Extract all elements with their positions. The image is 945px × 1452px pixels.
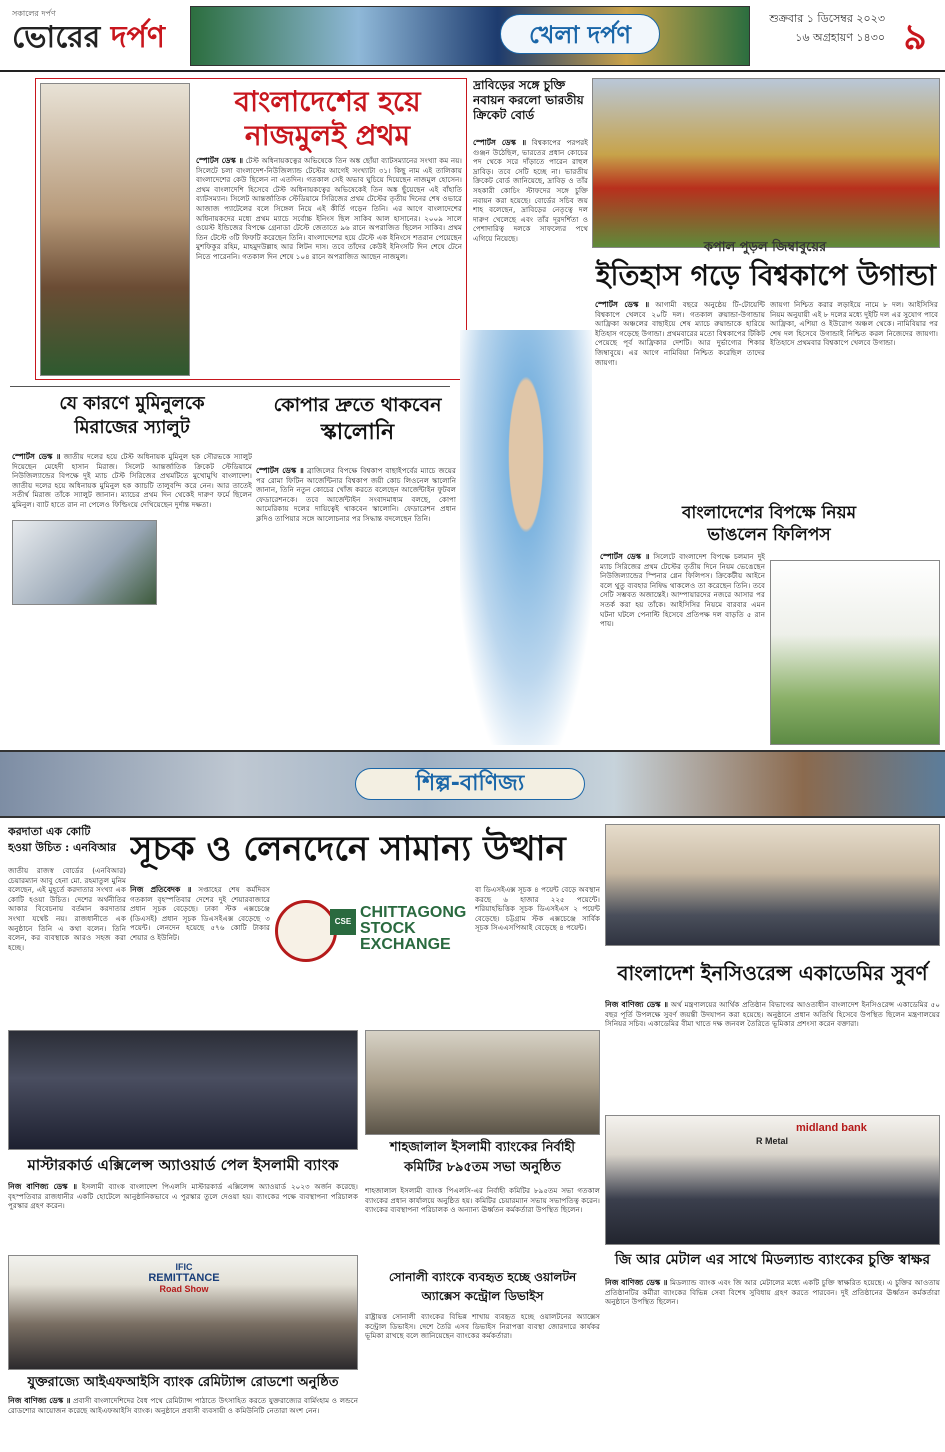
- miraj-salute-photo: [12, 520, 157, 605]
- dravid-headline: দ্রাবিড়ের সঙ্গে চুক্তি নবায়ন করলো ভারতীয় ক্রিকেট বোর্ড: [473, 78, 584, 122]
- insurance-body: নিজ বাণিজ্য ডেস্ক ॥ অর্থ মন্ত্রণালয়ের আর্থিক প্রতিষ্ঠান বিভাগের আওতাধীন বাংলাদেশ ইনসিওরেন্স একাডেমির ৫০ বছর পূর্তি উপলক্ষে সুবর্ণ জয়ন্তী উদযাপন করা হয়েছে। অনুষ্ঠানে প্রধান অতিথি হিসেবে উপস্থিত ছিলেন মন্ত্রণালয়ের সিনিয়র সচিব। একাডেমির বীমা খাতে দক্ষ জনবল তৈরিতে ভূমিকার প্রশংসা করেন বক্তারা।: [605, 1000, 940, 1029]
- phillips-headline: বাংলাদেশের বিপক্ষে নিয়ম ভাঙলেন ফিলিপস: [681, 503, 857, 545]
- date-bengali: ১৬ অগ্রহায়ণ ১৪৩০: [795, 31, 885, 44]
- ific-roadshow-photo: IFIC REMITTANCE Road Show: [8, 1255, 358, 1370]
- ific-headline: যুক্তরাজ্যে আইএফআইসি ব্যাংক রেমিট্যান্স রোডশো অনুষ্ঠিত: [27, 1375, 339, 1390]
- ific-body: নিজ বাণিজ্য ডেস্ক ॥ প্রবাসী বাংলাদেশিদের বৈধ পথে রেমিট্যান্স পাঠাতে উৎসাহিত করতে যুক্তরাজ্যের বার্মিংহাম ও লন্ডনে রোডশোর আয়োজন করেছে আইএফআইসি ব্যাংক। অনুষ্ঠানে প্রবাসী ব্যবসায়ী ও কমিউনিটি নেতারা অংশ নেন।: [8, 1396, 358, 1415]
- uganda-headline: ইতিহাস গড়ে বিশ্বকাপে উগান্ডা: [595, 259, 937, 292]
- divider: [10, 386, 450, 387]
- date-gregorian: শুক্রবার ১ ডিসেম্বর ২০২৩: [769, 12, 885, 25]
- shahjalal-photo: [365, 1030, 600, 1135]
- mominul-headline: যে কারণে মুমিনুলকে মিরাজের স্যালুট: [59, 393, 205, 438]
- uganda-body-left: স্পোর্টস ডেস্ক ॥ আগামী বছরে অনুষ্ঠেয় টি-টোয়েন্টি বিশ্বকাপে খেলবে ২০টি দল। গতকাল রুয়ান্ডা-উগান্ডায় আফ্রিকা অঞ্চলের বাছাইয়ে শেষ ম্যাচে রুয়ান্ডাকে হারিয়ে ইতিহাস গড়েছে উগান্ডা। প্রথমবারের মতো বিশ্বকাপের টিকিট পেয়েছে পূর্ব আফ্রিকার দেশটি। আর দুর্ভাগ্যের শিকার জিম্বাবুয়ে। এর আগে নামিবিয়া নিশ্চিত করেছিল তাদের জায়গা।: [595, 300, 765, 367]
- uganda-kicker: কপাল পুড়ল জিম্বাবুয়ের: [703, 240, 827, 255]
- market-body-b: বা ডিএসইএক্স সূচক ৪ পয়েন্ট বেড়ে অবস্থান করছে ৬ হাজার ২২৫ পয়েন্টে। শরিয়াহভিত্তিক সূচক ডিএসইএস ২ পয়েন্ট বেড়েছে। চট্টগ্রাম স্টক এক্সচেঞ্জে সার্বিক সূচক সিএএসপিআই বেড়েছে ৪ পয়েন্ট।: [475, 885, 600, 933]
- tax-headline: করদাতা এক কোটি হওয়া উচিত : এনবিআর: [8, 825, 117, 854]
- market-headline: সূচক ও লেনদেনে সামান্য উত্থান: [130, 829, 566, 869]
- scaloni-body: স্পোর্টস ডেস্ক ॥ ব্রাজিলের বিপক্ষে বিশ্বকাপ বাছাইপর্বের ম্যাচে জয়ের পর রোমা ফিটিন আর্জেন্টিনার বিশ্বকাপ জয়ী কোচ লিওনেল স্কালোনি জানান, তিনি নতুন কোচের খোঁজ করতে বলেছেন আর্জেন্টাইন ফুটবল ফেডারেশনকে। তবে আর্জেন্টাইন সংবাদমাধ্যম বলছে, কোপা আমেরিকায় দলের দায়িত্বেই থাকবেন স্কালোনি। ফেডারেশন প্রধান ক্লদিও তাপিয়ার সঙ্গে আলোচনার পর সিদ্ধান্ত বদলেছেন তিনি।: [256, 466, 456, 523]
- midland-signing-photo: midland bank R Metal: [605, 1115, 940, 1245]
- najmul-photo: [40, 83, 190, 376]
- scaloni-headline: কোপার দ্রুতে থাকবেন স্কালোনি: [273, 394, 442, 445]
- cse-badge: CSE: [330, 909, 356, 935]
- scaloni-photo: [460, 330, 592, 745]
- newspaper-logo: [12, 8, 182, 64]
- mastercard-headline: মাস্টারকার্ড এক্সিলেন্স অ্যাওয়ার্ড পেল ইসলামী ব্যাংক: [27, 1156, 339, 1174]
- sports-banner-image: [190, 6, 750, 66]
- cse-logo: CSE CHITTAGONG STOCK EXCHANGE: [330, 905, 470, 965]
- tax-body: জাতীয় রাজস্ব বোর্ডের (এনবিআর) চেয়ারম্যান আবু হেনা মো. রহমাতুল মুনিম বলেছেন, এই মুহূর্তে করদাতার সংখ্যা এক কোটি হওয়া উচিত। দেশের অর্থনীতির আকার বিবেচনায় বর্তমান করদাতার সংখ্যা যথেষ্ট নয়। রাজধানীতে এক অনুষ্ঠানে তিনি এ কথা বলেন। তিনি বলেন, কর ব্যবস্থাকে আরও সহজ করা হচ্ছে।: [8, 866, 126, 952]
- dse-logo: [275, 900, 337, 962]
- insurance-headline: বাংলাদেশ ইনসিওরেন্স একাডেমির সুবর্ণ: [617, 961, 928, 985]
- ceremony-photo: [605, 824, 940, 946]
- business-section-title: শিল্প-বাণিজ্য: [355, 768, 585, 800]
- sonali-headline: সোনালী ব্যাংকে ব্যবহৃত হচ্ছে ওয়ালটন অ্যাক্সেস কন্ট্রোল ডিভাইস: [388, 1270, 577, 1303]
- page-number: ৯: [903, 17, 927, 54]
- sonali-body: রাষ্ট্রায়ত্ত সোনালী ব্যাংকের বিভিন্ন শাখায় ব্যবহৃত হচ্ছে ওয়ালটনের অ্যাক্সেস কন্ট্রোল ডিভাইস। দেশে তৈরি এসব ডিভাইস নিরাপত্তা ব্যবস্থা জোরদারে কার্যকর ভূমিকা রাখছে বলে জানিয়েছেন ব্যাংকের কর্মকর্তারা।: [365, 1312, 600, 1341]
- mominul-body: স্পোর্টস ডেস্ক ॥ জাতীয় দলের হয়ে টেস্ট অধিনায়ক মুমিনুল হক সৌরভকে স্যালুট দিয়েছেন মেহেদী হাসান মিরাজ। সিলেট আন্তর্জাতিক ক্রিকেট স্টেডিয়ামে নিউজিল্যান্ডের বিপক্ষে দুই ম্যাচ টেস্ট সিরিজের প্রথমটিতে মুখোমুখি বাংলাদেশ। জাতীয় দলের হয়ে অধিনায়ক মুমিনুল হক ক্যাচটি তালুবন্দি করে নেন। আর তাতেই সতীর্থ মিরাজ তাঁকে স্যালুট জানান। ম্যাচের প্রথম দিন থেকেই দারুণ ফর্মে ছিলেন মুমিনুল। ব্যাট হাতে রান না পেলেও ফিল্ডিংয়ে দেখিয়েছেন দুর্দান্ত দক্ষতা।: [12, 452, 252, 509]
- uganda-body-right: জায়গা নিশ্চিত করার লড়াইয়ে নামে ৮ দল। আইসিসির নিয়ম অনুযায়ী এই ৮ দলের মধ্যে দুইটি দল এর সুযোগ পাবে আফ্রিকা, এশিয়া ও ইউরোপ অঞ্চল থেকে। নামিবিয়ার পর শেষ দল হিসেবে উগান্ডাই নিশ্চিত করল নিজেদের জায়গা। ইতিহাসে প্রথমবার বিশ্বকাপে খেলবে উগান্ডা।: [770, 300, 938, 348]
- mastercard-photo: [8, 1030, 358, 1150]
- lead-body: স্পোর্টস ডেস্ক ॥ টেস্ট অধিনায়কত্বের অভিষেকে তিন অঙ্ক ছোঁয়া ব্যাটসম্যানের সংখ্যা কম নয়। সিলেটে চলা বাংলাদেশ-নিউজিল্যান্ড টেস্টের আগেই সংখ্যাটা ৩১। কিছু নাম এই তালিকায় বাংলাদেশের কেউ ছিলেন না এতদিন। গতকাল সেই অভাব ঘুচিয়ে দিয়েছেন নাজমুল হোসেন। প্রথম বাংলাদেশি হিসেবে টেস্ট অধিনায়কত্বের অভিষেকেই তিন অঙ্ক ছুঁয়েছেন এই বাঁহাতি ব্যাটসম্যান। সিলেট আন্তর্জাতিক স্টেডিয়ামে সিরিজের প্রথম টেস্টের তৃতীয় দিনের শেষ ওভারে আজাজ প্যাটেলের বলে সিঙ্গেল নিয়ে এই কীর্তি গড়েন তিনি। এর আগে বাংলাদেশের অধিনায়কদের মধ্যে প্রথম ম্যাচে সর্বোচ্চ ইনিংস ছিল সাকিব আল হাসানের। ২০০৯ সালে ওয়েস্ট ইন্ডিজের বিপক্ষে গ্রেনাডা টেস্টে জেতাতে ৯৬ রানে অপরাজিত ছিলেন সাকিব। প্রথম তিন টেস্টে ৩টি ফিফটি করেছেন তিনি। বাংলাদেশের হয়ে টেস্টে এক ইনিংসে শতরান পেয়েছেন মুশফিকুর রহিম, মাহমুদউল্লাহ আর লিটন দাস। তবে তাঁদের কেউই ইনিংসটি দিন শেষে টেনে নিতে পারেননি। গতকাল দিন শেষে ১০৪ রানে অপরাজিত আছেন নাজমুল।: [196, 156, 462, 261]
- lead-headline: বাংলাদেশের হয়ে নাজমুলই প্রথম: [234, 85, 421, 152]
- dravid-body: স্পোর্টস ডেস্ক ॥ বিশ্বকাপের পরপরই গুঞ্জন উঠেছিল, ভারতের প্রধান কোচের পদ থেকে সরে দাঁড়াতে পারেন রাহুল দ্রাবিড়। তবে সেটি হচ্ছে না। ভারতীয় ক্রিকেট বোর্ড জানিয়েছে, দ্রাবিড় ও তাঁর সহকারী কোচিং স্টাফদের সঙ্গে চুক্তি নবায়ন করা হয়েছে। বোর্ডের সচিব জয় শাহ বলেছেন, দ্রাবিড়ের নেতৃত্বে দল দারুণ খেলেছে এবং তাঁর দূরদর্শিতা ও পেশাদারিত্ব দলকে সাফল্যের পথে এগিয়ে নিয়েছে।: [473, 138, 588, 243]
- section-title: খেলা দর্পণ: [500, 14, 660, 54]
- grmetal-headline: জি আর মেটাল এর সাথে মিডল্যান্ড ব্যাংকের চুক্তি স্বাক্ষর: [614, 1252, 931, 1268]
- phillips-photo: [770, 560, 940, 745]
- phillips-body: স্পোর্টস ডেস্ক ॥ সিলেটে বাংলাদেশ বিপক্ষে চলমান দুই ম্যাচ সিরিজের প্রথম টেস্টের তৃতীয় দিনে নিয়ম ভেঙেছেন নিউজিল্যান্ডের স্পিনার গ্লেন ফিলিপস। ক্রিকেটীয় আইনে বলে থুতু ব্যবহার নিষিদ্ধ থাকলেও তা করেছেন তিনি। তবে সেটি সম্ভবত অজান্তেই। আম্পায়ারদের নজরে আসার পর সতর্ক করা হয় তাঁকে। আইসিসির নিয়মে বারবার এমন ঘটনা ঘটলে পেনাল্টি হিসেবে প্রতিপক্ষ দল বাড়তি ৫ রান পায়।: [600, 552, 765, 629]
- shahjalal-body: শাহজালাল ইসলামী ব্যাংক পিএলসি-এর নির্বাহী কমিটির ৮৯৫তম সভা গতকাল ব্যাংকের প্রধান কার্যালয়ে অনুষ্ঠিত হয়। কমিটির চেয়ারম্যান সভায় সভাপতিত্ব করেন। ব্যাংকের ব্যবস্থাপনা পরিচালক ও অন্যান্য ঊর্ধ্বতন কর্মকর্তারা উপস্থিত ছিলেন।: [365, 1186, 600, 1215]
- date-block: [755, 10, 885, 60]
- market-body-a: নিজ প্রতিবেদক ॥ সপ্তাহের শেষ কর্মদিবস গতকাল বৃহস্পতিবার দেশের দুই শেয়ারবাজারে প্রধান সূচক বেড়েছে। ঢাকা স্টক এক্সচেঞ্জে (ডিএসই) প্রধান সূচক ডিএসইএক্স বেড়েছে ৩ পয়েন্ট। লেনদেন হয়েছে ৫৭৬ কোটি টাকার শেয়ার ও ইউনিট।: [130, 885, 270, 942]
- mastercard-body: নিজ বাণিজ্য ডেস্ক ॥ ইসলামী ব্যাংক বাংলাদেশ পিএলসি মাস্টারকার্ড এক্সিলেন্স অ্যাওয়ার্ড ২০২৩ অর্জন করেছে। বৃহস্পতিবার রাজধানীর একটি হোটেলে আনুষ্ঠানিকভাবে এ পুরস্কার তুলে দেওয়া হয়। ব্যাংকের পক্ষে ব্যবস্থাপনা পরিচালক পুরস্কার গ্রহণ করেন।: [8, 1182, 358, 1211]
- grmetal-body: নিজ বাণিজ্য ডেস্ক ॥ মিডল্যান্ড ব্যাংক এবং জি আর মেটালের মধ্যে একটি চুক্তি স্বাক্ষরিত হয়েছে। এ চুক্তির আওতায় প্রতিষ্ঠানটির কর্মীরা ব্যাংকের বিভিন্ন সেবা বিশেষ সুবিধায় গ্রহণ করতে পারবেন। দুই প্রতিষ্ঠানের ঊর্ধ্বতন কর্মকর্তারা অনুষ্ঠানে উপস্থিত ছিলেন।: [605, 1278, 940, 1307]
- logo-tagline: সকালের দর্পণ: [12, 9, 56, 18]
- uganda-team-photo: [592, 78, 940, 248]
- logo-name: ভোরের দর্পণ: [12, 20, 166, 55]
- shahjalal-headline: শাহজালাল ইসলামী ব্যাংকের নির্বাহী কমিটির ৮৯৫তম সভা অনুষ্ঠিত: [389, 1140, 576, 1175]
